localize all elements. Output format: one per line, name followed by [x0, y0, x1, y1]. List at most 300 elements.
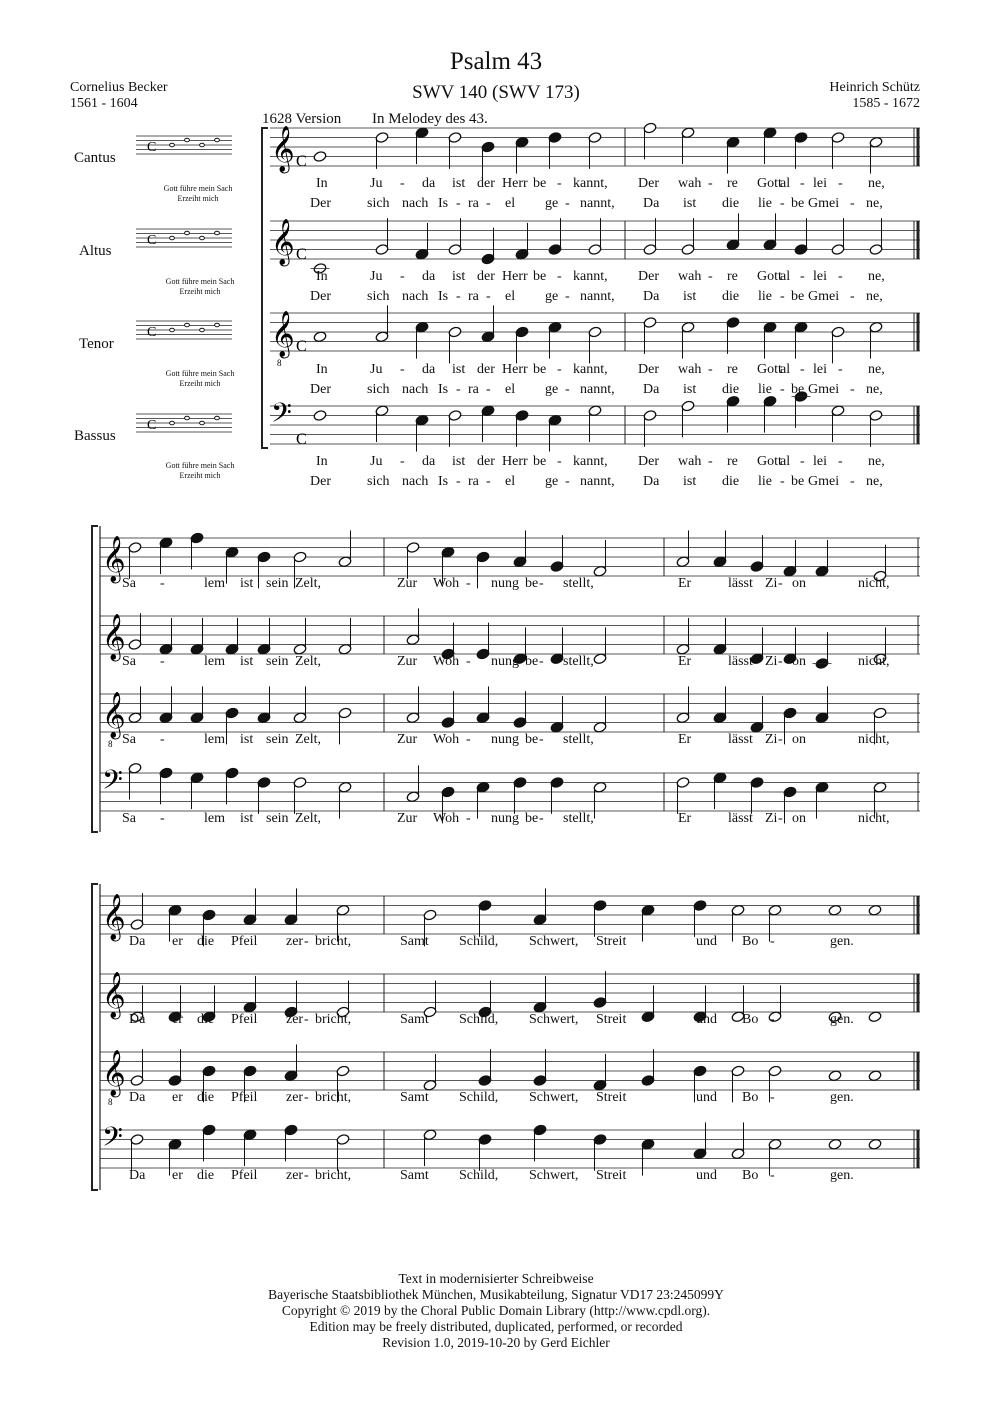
time-signature-icon: C: [147, 140, 157, 155]
octave-mark-icon: 8: [108, 739, 113, 750]
note-head: [869, 136, 883, 148]
lyric-syllable-verse2: ist: [683, 289, 697, 304]
lyric-syllable: nicht,: [858, 576, 890, 591]
lyric-syllable-verse2: ra: [468, 474, 479, 489]
lyric-syllable-verse1: be: [533, 362, 547, 377]
note-head: [783, 707, 797, 719]
lyric-syllable: -: [770, 1168, 775, 1183]
lyric-syllable: -: [539, 811, 544, 826]
note-head: [588, 405, 602, 417]
lyric-syllable: Woh: [433, 654, 460, 669]
note-head: [828, 1070, 842, 1082]
note-head: [869, 321, 883, 333]
note-head: [593, 1133, 607, 1145]
lyric-syllable-verse1: -: [800, 269, 805, 284]
lyric-syllable-verse1: ne,: [868, 362, 885, 377]
lyric-syllable-verse1: Herr: [502, 176, 528, 191]
note-head: [831, 131, 845, 143]
lyric-syllable: nicht,: [858, 811, 890, 826]
lyric-syllable: Zelt,: [295, 654, 322, 669]
incipit-note: [215, 416, 220, 420]
note-head: [202, 1065, 216, 1077]
note-head: [768, 1065, 782, 1077]
incipit-note: [215, 323, 220, 327]
time-signature-icon: C: [147, 418, 157, 433]
note-head: [831, 326, 845, 338]
lyric-syllable: be: [525, 732, 539, 747]
lyric-syllable: und: [696, 1012, 717, 1027]
lyric-syllable-verse1: wah: [678, 176, 702, 191]
lyric-syllable-verse2: -: [565, 382, 570, 397]
note-head: [128, 762, 142, 774]
note-head: [550, 721, 564, 733]
note-head: [478, 1074, 492, 1086]
lyric-syllable: Da: [129, 934, 146, 949]
lyric-syllable: ist: [240, 576, 254, 591]
lyric-syllable: die: [197, 1090, 215, 1105]
note-head: [338, 707, 352, 719]
voice-name-altus: Altus: [79, 243, 112, 259]
lyric-syllable: die: [197, 1012, 215, 1027]
lyric-syllable: lässt: [728, 654, 753, 669]
lyric-syllable: Schwert,: [529, 934, 579, 949]
note-head: [225, 707, 239, 719]
note-head: [476, 712, 490, 724]
incipit-note: [185, 138, 190, 142]
lyric-syllable-verse2: -: [456, 196, 461, 211]
lyric-syllable-verse2: ist: [683, 382, 697, 397]
lyric-syllable: gen.: [830, 1012, 854, 1027]
lyric-syllable: nung: [491, 654, 519, 669]
lyric-syllable-verse1: -: [557, 269, 562, 284]
lyric-syllable-verse2: be: [791, 289, 805, 304]
lyric-syllable-verse1: da: [422, 269, 436, 284]
lyric-syllable-verse1: wah: [678, 454, 702, 469]
note-head: [515, 409, 529, 421]
octave-mark-icon: 8: [277, 358, 282, 369]
lyric-syllable: bricht,: [315, 934, 352, 949]
note-head: [515, 248, 529, 260]
note-head: [828, 904, 842, 916]
lyric-syllable: nicht,: [858, 654, 890, 669]
lyric-syllable: Da: [129, 1090, 146, 1105]
lyric-syllable-verse2: -: [850, 474, 855, 489]
note-head: [869, 409, 883, 421]
lyric-syllable-verse1: Gott: [757, 176, 782, 191]
note-head: [375, 331, 389, 343]
note-head: [681, 243, 695, 255]
lyric-syllable: be: [525, 811, 539, 826]
lyric-syllable: Samt: [400, 1168, 429, 1183]
lyric-syllable: Zur: [397, 654, 418, 669]
lyric-syllable: sein: [266, 811, 289, 826]
lyric-syllable: -: [539, 576, 544, 591]
lyric-syllable: die: [197, 934, 215, 949]
lyric-syllable-verse1: Ju: [370, 176, 383, 191]
lyric-syllable-verse1: kannt,: [573, 362, 608, 377]
note-head: [681, 321, 695, 333]
lyric-syllable: Da: [129, 1168, 146, 1183]
lyric-syllable-verse1: lei: [813, 454, 827, 469]
note-head: [593, 899, 607, 911]
incipit-note: [200, 421, 205, 425]
lyric-syllable: zer: [286, 1168, 304, 1183]
lyric-syllable-verse1: Herr: [502, 454, 528, 469]
lyric-syllable-verse2: -: [780, 382, 785, 397]
lyric-syllable-verse2: Der: [310, 474, 331, 489]
lyric-syllable-verse2: be: [791, 196, 805, 211]
lyric-syllable: zer: [286, 934, 304, 949]
incipit-note: [170, 328, 175, 332]
lyric-syllable: und: [696, 934, 717, 949]
lyric-syllable: er: [172, 1012, 183, 1027]
note-head: [533, 1124, 547, 1136]
lyric-syllable-verse2: lie: [758, 382, 772, 397]
note-head: [750, 776, 764, 788]
lyric-syllable-verse2: -: [850, 382, 855, 397]
lyric-syllable: Pfeil: [231, 1012, 258, 1027]
lyric-syllable-verse2: sich: [367, 382, 390, 397]
note-head: [128, 638, 142, 650]
note-head: [548, 243, 562, 255]
lyric-syllable: lem: [204, 732, 225, 747]
lyric-syllable-verse2: -: [850, 289, 855, 304]
lyric-syllable-verse1: In: [316, 454, 328, 469]
lyric-syllable: sein: [266, 654, 289, 669]
lyric-syllable-verse1: ist: [452, 454, 466, 469]
lyric-syllable: Bo: [742, 1012, 759, 1027]
lyric-syllable: -: [160, 654, 165, 669]
lyric-syllable-verse1: -: [708, 362, 713, 377]
lyric-syllable: sein: [266, 732, 289, 747]
note-head: [641, 1011, 655, 1023]
note-head: [478, 899, 492, 911]
lyric-syllable: Schwert,: [529, 1090, 579, 1105]
lyric-syllable: nung: [491, 732, 519, 747]
lyric-syllable-verse2: -: [486, 289, 491, 304]
note-head: [550, 653, 564, 665]
lyric-syllable: Sa: [122, 576, 136, 591]
note-head: [448, 326, 462, 338]
lyric-syllable: Zi: [765, 732, 778, 747]
lyric-syllable: -: [539, 732, 544, 747]
lyric-syllable-verse1: Gott: [757, 454, 782, 469]
system-bracket: [92, 526, 98, 832]
lyric-syllable-verse1: Gott: [757, 269, 782, 284]
lyric-syllable: stellt,: [563, 576, 594, 591]
lyric-syllable: Er: [678, 654, 692, 669]
lyric-syllable-verse1: -: [400, 176, 405, 191]
lyric-syllable-verse2: sich: [367, 289, 390, 304]
note-head: [168, 1138, 182, 1150]
lyric-syllable-verse1: -: [838, 362, 843, 377]
lyric-syllable: stellt,: [563, 811, 594, 826]
lyric-syllable-verse2: lie: [758, 196, 772, 211]
lyric-syllable-verse1: -: [400, 362, 405, 377]
lyric-syllable-verse2: -: [486, 474, 491, 489]
lyric-syllable-verse2: -: [565, 474, 570, 489]
lyric-syllable: Streit: [596, 1090, 627, 1105]
lyric-syllable: Schwert,: [529, 1168, 579, 1183]
incipit-caption-tenor: Gott führe mein Sach Erzeiht mich: [165, 369, 235, 388]
lyric-syllable-verse1: kannt,: [573, 269, 608, 284]
note-head: [476, 551, 490, 563]
note-head: [476, 781, 490, 793]
lyric-syllable: -: [778, 576, 783, 591]
system-bracket: [92, 884, 98, 1190]
lyric-syllable: Schwert,: [529, 1012, 579, 1027]
lyric-syllable: -: [778, 732, 783, 747]
octave-mark-icon: 8: [108, 1097, 113, 1108]
lyric-syllable: -: [770, 1090, 775, 1105]
note-head: [284, 1124, 298, 1136]
note-head: [423, 909, 437, 921]
lyric-syllable: Er: [678, 576, 692, 591]
note-head: [313, 150, 327, 162]
note-head: [406, 541, 420, 553]
lyric-syllable: Schild,: [459, 1168, 499, 1183]
note-head: [284, 914, 298, 926]
lyric-syllable-verse1: lei: [813, 176, 827, 191]
lyric-syllable: -: [466, 654, 471, 669]
note-head: [693, 1065, 707, 1077]
lyric-syllable-verse1: -: [557, 454, 562, 469]
note-head: [130, 918, 144, 930]
note-head: [869, 243, 883, 255]
note-head: [202, 1124, 216, 1136]
lyric-syllable-verse2: ne,: [866, 474, 883, 489]
note-head: [676, 556, 690, 568]
lyric-syllable-verse2: Gmei: [808, 196, 840, 211]
lyric-syllable: -: [160, 811, 165, 826]
lyric-syllable-verse1: Ju: [370, 454, 383, 469]
lyric-syllable-verse1: Herr: [502, 269, 528, 284]
note-head: [338, 556, 352, 568]
lyric-syllable-verse2: nannt,: [580, 196, 615, 211]
lyric-syllable-verse1: lei: [813, 269, 827, 284]
lyric-syllable-verse1: da: [422, 176, 436, 191]
note-head: [225, 767, 239, 779]
lyric-syllable: -: [466, 811, 471, 826]
lyric-syllable: ist: [240, 654, 254, 669]
note-head: [159, 712, 173, 724]
note-head: [726, 239, 740, 251]
note-head: [375, 243, 389, 255]
lyric-syllable-verse2: die: [722, 289, 740, 304]
note-head: [548, 414, 562, 426]
treble-clef-icon: 𝄞: [271, 311, 295, 358]
note-head: [533, 1074, 547, 1086]
note-head: [293, 776, 307, 788]
note-head: [593, 565, 607, 577]
note-head: [336, 904, 350, 916]
lyric-syllable-verse1: re: [727, 176, 738, 191]
lyric-syllable: be: [525, 576, 539, 591]
lyric-syllable-verse1: Ju: [370, 362, 383, 377]
note-head: [588, 243, 602, 255]
note-head: [593, 721, 607, 733]
lyric-syllable-verse1: re: [727, 454, 738, 469]
note-head: [815, 565, 829, 577]
note-head: [713, 712, 727, 724]
lyric-syllable-verse1: -: [838, 176, 843, 191]
lyric-syllable: -: [770, 1012, 775, 1027]
lyric-syllable-verse2: nannt,: [580, 474, 615, 489]
lyric-syllable-verse1: Gott: [757, 362, 782, 377]
lyric-syllable-verse1: re: [727, 362, 738, 377]
lyric-syllable-verse2: -: [780, 196, 785, 211]
poet-dates: 1561 - 1604: [70, 96, 138, 111]
lyric-syllable: Zelt,: [295, 811, 322, 826]
note-head: [550, 560, 564, 572]
lyric-syllable: ist: [240, 811, 254, 826]
note-head: [794, 321, 808, 333]
note-head: [794, 243, 808, 255]
lyric-syllable: Zi: [765, 811, 778, 826]
note-head: [873, 707, 887, 719]
note-head: [768, 1138, 782, 1150]
system-bracket: [262, 128, 268, 448]
lyric-syllable-verse2: be: [791, 382, 805, 397]
lyric-syllable-verse2: -: [565, 289, 570, 304]
note-head: [284, 1070, 298, 1082]
note-head: [693, 899, 707, 911]
note-head: [257, 712, 271, 724]
note-head: [481, 405, 495, 417]
incipit-caption-cantus: Gott führe mein Sach Erzeiht mich: [163, 184, 233, 203]
lyric-syllable: Schild,: [459, 1090, 499, 1105]
footer-line: Edition may be freely distributed, duplicated, performed, or recorded: [309, 1319, 683, 1334]
lyric-syllable: lem: [204, 576, 225, 591]
incipit-note: [170, 236, 175, 240]
note-head: [868, 1070, 882, 1082]
note-head: [713, 772, 727, 784]
note-head: [831, 243, 845, 255]
incipit-note: [185, 231, 190, 235]
treble-clef-icon: 𝄞: [102, 894, 126, 941]
lyric-syllable-verse2: -: [850, 196, 855, 211]
note-head: [168, 904, 182, 916]
lyric-syllable: sein: [266, 576, 289, 591]
lyric-syllable: Schild,: [459, 1012, 499, 1027]
lyric-syllable: nicht,: [858, 732, 890, 747]
lyric-syllable-verse2: nannt,: [580, 382, 615, 397]
lyric-syllable-verse1: -: [708, 454, 713, 469]
lyric-syllable-verse2: ge: [545, 196, 559, 211]
footer-line: Copyright © 2019 by the Choral Public Domain Library (http://www.cpdl.org).: [281, 1303, 711, 1318]
lyric-syllable-verse1: be: [533, 454, 547, 469]
lyric-syllable: on: [792, 576, 806, 591]
note-head: [783, 786, 797, 798]
lyric-syllable-verse2: Gmei: [808, 289, 840, 304]
time-signature-icon: C: [296, 153, 307, 170]
note-head: [441, 546, 455, 558]
lyric-syllable-verse2: el: [505, 382, 516, 397]
lyric-syllable-verse1: Herr: [502, 362, 528, 377]
note-head: [593, 996, 607, 1008]
lyric-syllable: bricht,: [315, 1090, 352, 1105]
note-head: [225, 643, 239, 655]
lyric-syllable: und: [696, 1168, 717, 1183]
lyric-syllable-verse2: Gmei: [808, 382, 840, 397]
lyric-syllable: er: [172, 1090, 183, 1105]
note-head: [190, 643, 204, 655]
note-head: [763, 239, 777, 251]
note-head: [243, 1129, 257, 1141]
note-head: [476, 648, 490, 660]
note-head: [159, 537, 173, 549]
lyric-syllable-verse1: -: [800, 454, 805, 469]
lyric-syllable: gen.: [830, 934, 854, 949]
lyric-syllable: lässt: [728, 732, 753, 747]
lyric-syllable-verse1: der: [477, 362, 495, 377]
note-head: [515, 326, 529, 338]
note-head: [868, 1011, 882, 1023]
lyric-syllable: Zur: [397, 576, 418, 591]
lyric-syllable-verse2: Der: [310, 289, 331, 304]
footer-line: Bayerische Staatsbibliothek München, Musikabteilung, Signatur VD17 23:245099Y: [268, 1287, 724, 1302]
note-head: [831, 405, 845, 417]
note-head: [448, 409, 462, 421]
lyric-syllable-verse2: el: [505, 474, 516, 489]
lyric-syllable-verse1: be: [533, 269, 547, 284]
lyric-syllable-verse2: Da: [643, 382, 660, 397]
note-head: [415, 414, 429, 426]
lyric-syllable: Zelt,: [295, 732, 322, 747]
lyric-syllable-verse2: -: [486, 382, 491, 397]
melody-label: In Melodey des 43.: [372, 111, 488, 127]
lyric-syllable-verse1: da: [422, 362, 436, 377]
lyric-syllable-verse1: -: [400, 269, 405, 284]
time-signature-icon: C: [296, 338, 307, 355]
note-head: [643, 409, 657, 421]
lyric-syllable-verse2: ge: [545, 474, 559, 489]
lyric-syllable: Er: [678, 811, 692, 826]
note-head: [731, 1148, 745, 1160]
note-head: [681, 127, 695, 139]
lyric-syllable: Woh: [433, 732, 460, 747]
poet-name: Cornelius Becker: [70, 80, 168, 95]
note-head: [513, 556, 527, 568]
note-head: [676, 776, 690, 788]
lyric-syllable: Zelt,: [295, 576, 322, 591]
note-head: [130, 1133, 144, 1145]
lyric-syllable: Da: [129, 1012, 146, 1027]
note-head: [313, 331, 327, 343]
voice-name-tenor: Tenor: [79, 336, 114, 352]
lyric-syllable-verse2: ist: [683, 474, 697, 489]
note-head: [415, 321, 429, 333]
lyric-syllable-verse1: Der: [638, 176, 659, 191]
note-head: [681, 400, 695, 412]
lyric-syllable: zer: [286, 1012, 304, 1027]
note-head: [243, 914, 257, 926]
lyric-syllable-verse2: Is: [438, 382, 449, 397]
lyric-syllable: on: [792, 811, 806, 826]
lyric-syllable-verse2: Da: [643, 196, 660, 211]
note-head: [533, 914, 547, 926]
lyric-syllable-verse1: wah: [678, 269, 702, 284]
lyric-syllable-verse2: Da: [643, 289, 660, 304]
lyric-syllable-verse1: -: [708, 269, 713, 284]
note-head: [481, 331, 495, 343]
lyric-syllable-verse1: der: [477, 176, 495, 191]
note-head: [548, 321, 562, 333]
note-head: [168, 1074, 182, 1086]
note-head: [190, 532, 204, 544]
lyric-syllable-verse1: ist: [452, 269, 466, 284]
lyric-syllable: Samt: [400, 1090, 429, 1105]
